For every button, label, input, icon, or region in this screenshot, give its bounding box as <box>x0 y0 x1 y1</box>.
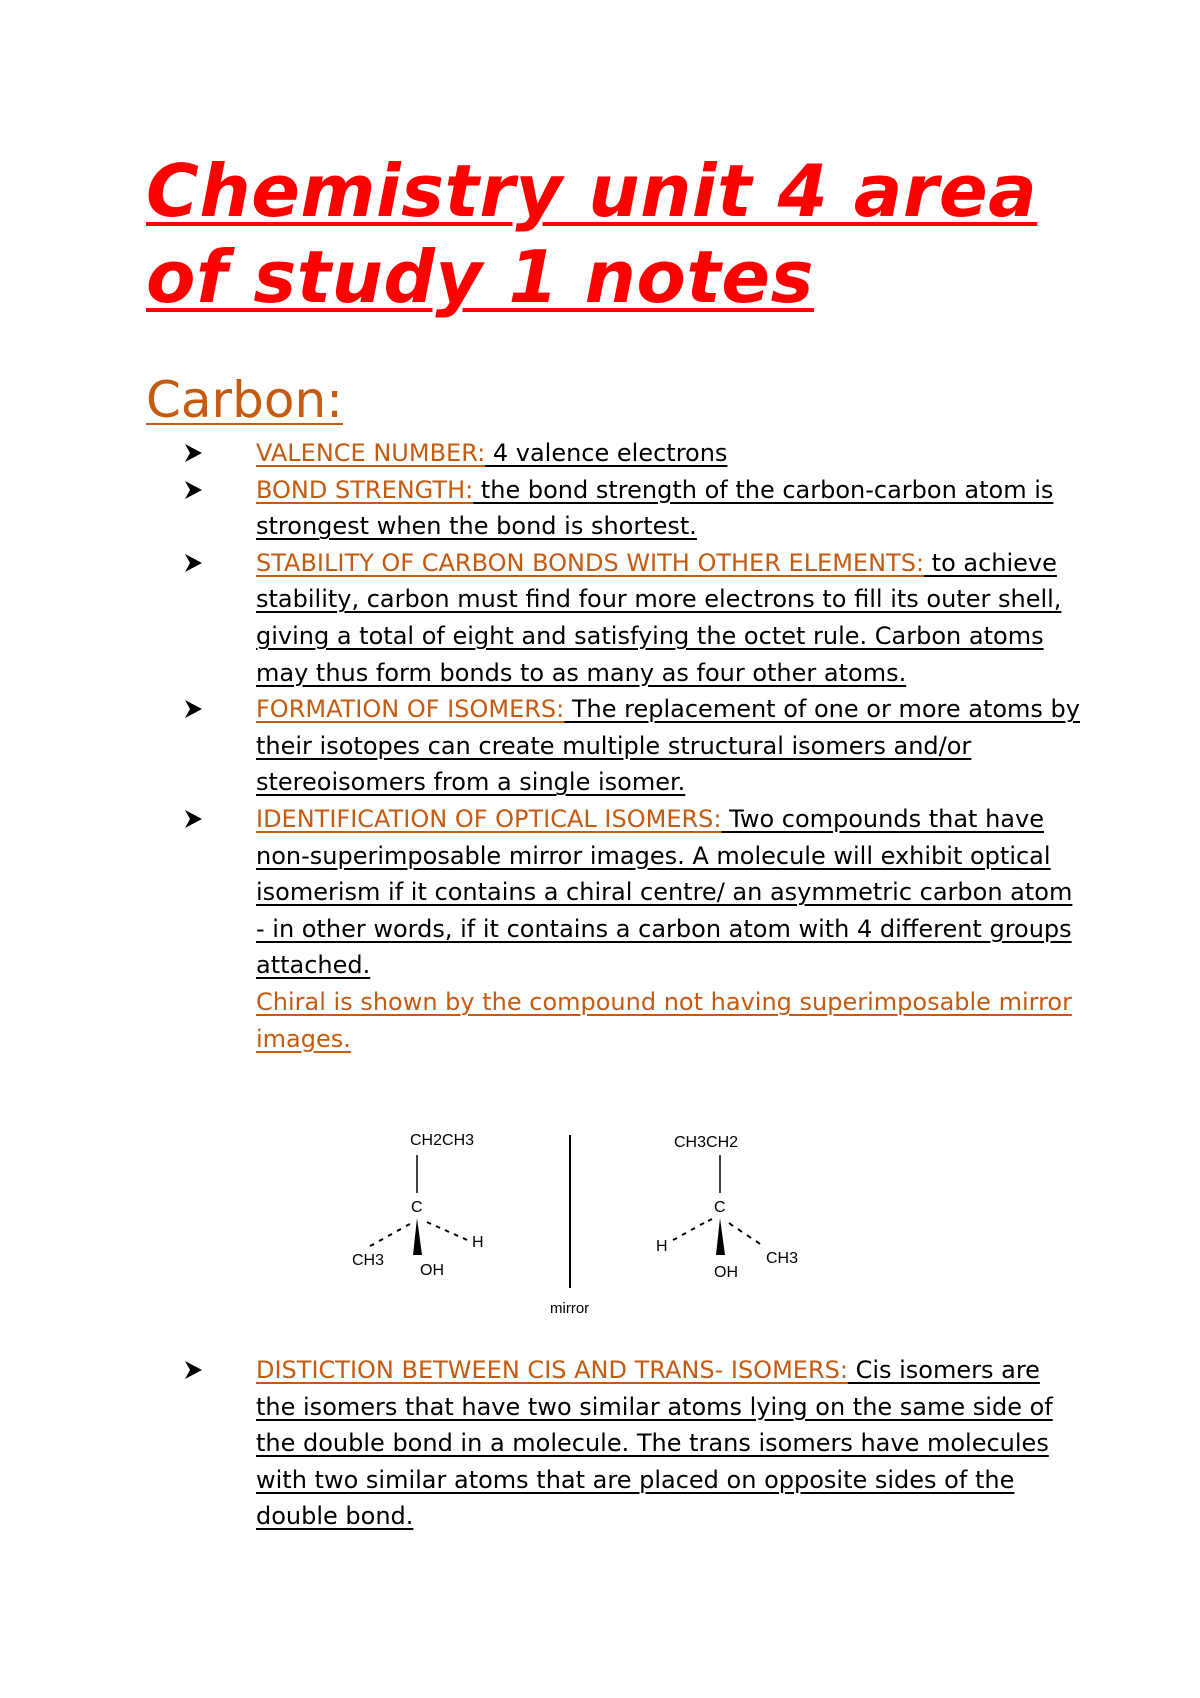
arrow-bullet-icon <box>182 1352 206 1388</box>
arrow-bullet-icon <box>182 801 206 837</box>
arrow-bullet-icon <box>182 435 206 471</box>
bullet-term: IDENTIFICATION OF OPTICAL ISOMERS: <box>256 804 722 833</box>
bullet-definition: 4 valence electrons <box>485 439 728 467</box>
right-left-group: H <box>656 1238 668 1255</box>
bullet-definition: to achieve stability, carbon must find four more electrons to fill its outer shell, giving a total of eight and satisfying the octet rule. Carbon atoms may thus form bonds to as many as four other atoms. <box>256 548 1062 687</box>
arrow-bullet-icon <box>182 691 206 727</box>
enantiomers-mirror-diagram <box>340 1125 830 1325</box>
right-dashed-bond-left <box>673 1219 712 1240</box>
bullet-definition: The replacement of one or more atoms by their isotopes can create multiple structural isomers and/or stereoisomers from a single isomer. <box>256 695 1080 797</box>
bullet-definition: the bond strength of the carbon-carbon atom is strongest when the bond is shortest. <box>256 475 1054 541</box>
list-item-cis-trans <box>146 1352 1086 1535</box>
bullet-definition: Cis isomers are the isomers that have two similar atoms lying on the same side of the double bond in a molecule. The trans isomers have molecules with two similar atoms that are placed on opposite sides of the double bond. <box>256 1356 1053 1531</box>
right-top-group: CH3CH2 <box>674 1134 739 1151</box>
left-top-group: CH2CH3 <box>410 1132 475 1149</box>
mirror-label: mirror <box>550 1300 590 1317</box>
left-molecule <box>352 1132 484 1279</box>
bullet-list-continued <box>146 1352 1086 1535</box>
bullet-term: BOND STRENGTH: <box>256 475 474 504</box>
bullet-definition: Two compounds that have non-superimposable mirror images. A molecule will exhibit optical isomerism if it contains a chiral centre/ an asymmetric carbon atom - in other words, if it contains a carbon atom with 4 different groups attached. <box>256 804 1073 980</box>
list-item-valence-number <box>146 435 1086 472</box>
list-item-bond-strength <box>146 472 1086 545</box>
arrow-bullet-icon <box>182 545 206 581</box>
right-molecule <box>656 1134 798 1281</box>
bullet-term: DISTICTION BETWEEN CIS AND TRANS- ISOMERS: <box>256 1356 848 1384</box>
section-heading-carbon: Carbon: <box>146 371 343 429</box>
bullet-list <box>146 435 1086 1057</box>
arrow-bullet-icon <box>182 472 206 508</box>
chiral-note: Chiral is shown by the compound not having superimposable mirror images. <box>256 987 1072 1053</box>
right-right-group: CH3 <box>766 1250 799 1267</box>
bullet-term: VALENCE NUMBER: <box>256 439 486 467</box>
left-right-group: H <box>472 1234 484 1251</box>
list-item-formation-of-isomers <box>146 691 1086 801</box>
left-bottom-group: OH <box>420 1262 444 1279</box>
list-item-stability <box>146 545 1086 691</box>
bullet-term: STABILITY OF CARBON BONDS WITH OTHER ELEMENTS: <box>256 548 925 577</box>
list-item-optical-isomers <box>146 801 1086 1057</box>
right-center-atom: C <box>714 1199 726 1216</box>
left-dashed-bond-right <box>427 1222 467 1240</box>
right-wedge-bond <box>716 1218 725 1255</box>
right-bottom-group: OH <box>714 1264 738 1281</box>
document-title: Chemistry unit 4 area of study 1 notes <box>146 149 1038 319</box>
left-wedge-bond <box>413 1218 422 1255</box>
left-left-group: CH3 <box>352 1252 385 1269</box>
left-dashed-bond-left <box>370 1224 410 1246</box>
right-dashed-bond-right <box>729 1223 760 1244</box>
left-center-atom: C <box>411 1199 423 1216</box>
bullet-term: FORMATION OF ISOMERS: <box>256 695 565 724</box>
